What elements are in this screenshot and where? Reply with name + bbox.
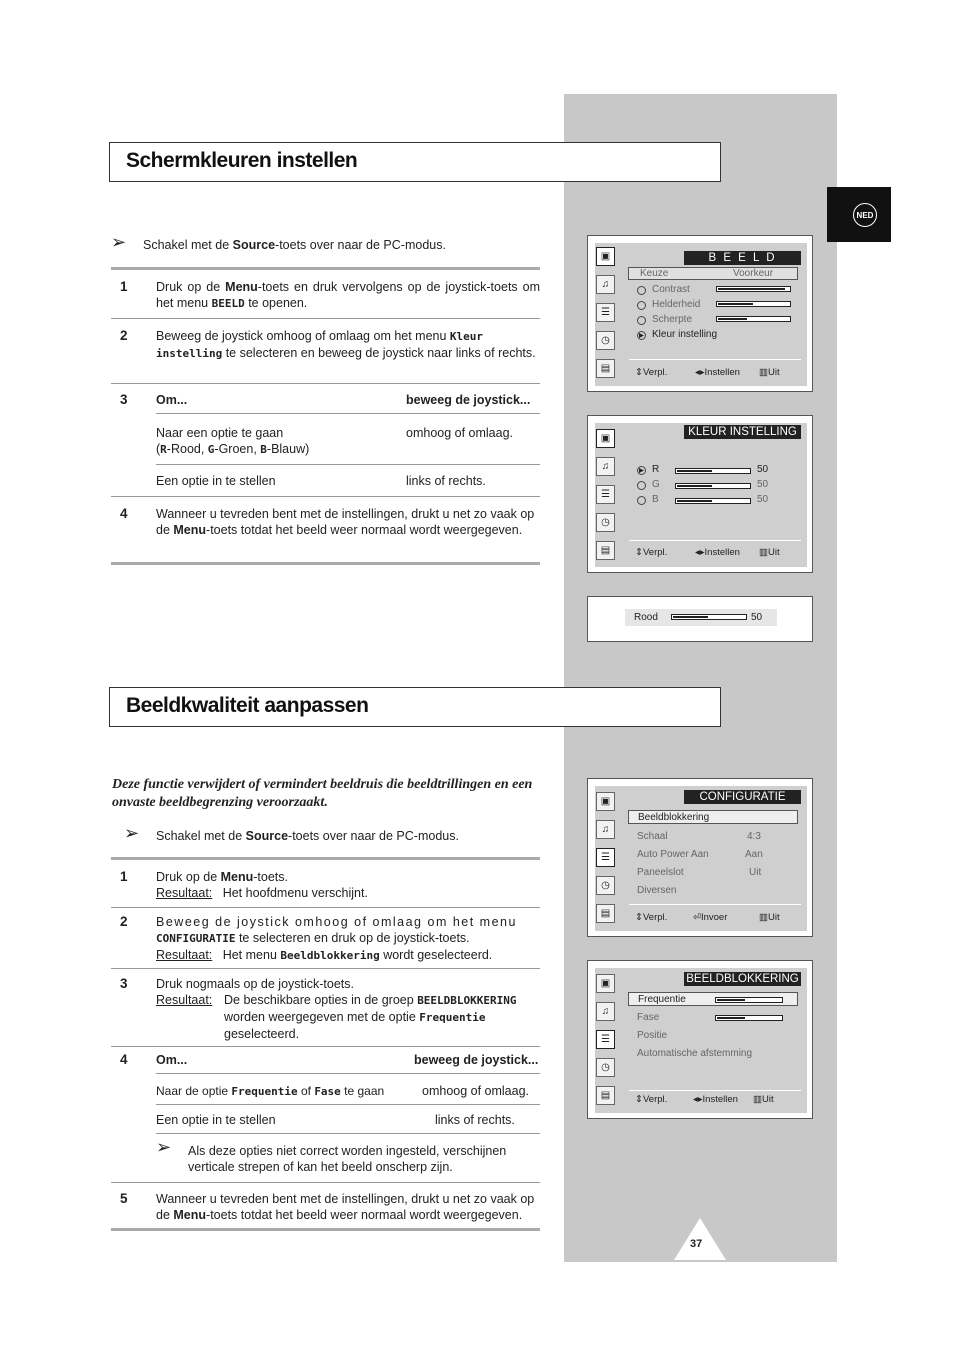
divider bbox=[156, 464, 540, 465]
level-fill bbox=[677, 485, 712, 487]
tv-picture-icon: ▣ bbox=[596, 792, 615, 811]
divider bbox=[111, 857, 540, 860]
osd-item: Scherpte bbox=[652, 314, 693, 325]
level-fill bbox=[717, 1017, 745, 1019]
up-down-icon: ⇕ bbox=[635, 912, 643, 923]
osd-title: BEELDBLOKKERING bbox=[684, 972, 801, 986]
setup-hand-icon: ☰ bbox=[596, 1030, 615, 1049]
divider bbox=[111, 1228, 540, 1231]
level-bar bbox=[716, 301, 791, 307]
note-text: Schakel met de Source-toets over naar de PC-modus. bbox=[156, 829, 459, 843]
left-right-icon: ◂▸ bbox=[695, 367, 705, 378]
arrow-note-icon: ➢ bbox=[111, 232, 127, 252]
section-title-box bbox=[109, 142, 721, 182]
sound-icon: ♫ bbox=[596, 1002, 615, 1021]
osd-beeld-screen bbox=[587, 235, 813, 392]
osd-footer bbox=[635, 912, 801, 923]
menu-icon: ▥ bbox=[759, 547, 768, 558]
osd-selected-row bbox=[628, 810, 798, 824]
step-number: 4 bbox=[120, 1052, 128, 1067]
footer-label: Uit bbox=[767, 367, 780, 378]
divider bbox=[111, 562, 540, 565]
radio-selected-icon bbox=[637, 466, 646, 475]
osd-value: 50 bbox=[757, 494, 769, 505]
footer-label: Verpl. bbox=[642, 547, 668, 558]
divider bbox=[111, 496, 540, 497]
menu-icon: ▥ bbox=[759, 367, 768, 378]
enter-icon: ⏎ bbox=[693, 912, 701, 923]
level-fill bbox=[717, 999, 745, 1001]
osd-selected-row bbox=[628, 992, 798, 1006]
osd-item: Beeldblokkering bbox=[638, 812, 710, 823]
level-bar bbox=[675, 498, 751, 504]
footer-label: Uit bbox=[767, 912, 780, 923]
divider bbox=[111, 1182, 540, 1183]
osd-title: KLEUR INSTELLING bbox=[684, 425, 801, 439]
setup-hand-icon: ☰ bbox=[596, 848, 615, 867]
table-header-right: beweeg de joystick... bbox=[414, 1053, 539, 1067]
table-cell: Naar een optie te gaan (R-Rood, G-Groen, B-Blauw) bbox=[156, 426, 310, 456]
footer-label: Verpl. bbox=[642, 1094, 668, 1105]
table-header-right: beweeg de joystick... bbox=[406, 393, 531, 407]
language-badge: NED bbox=[853, 203, 877, 227]
osd-item: R bbox=[652, 464, 660, 475]
table-cell: Naar de optie Frequentie of Fase te gaan bbox=[156, 1084, 385, 1098]
channel-icon: ☰ bbox=[596, 485, 615, 504]
osd-footer bbox=[635, 367, 801, 378]
clock-icon: ◷ bbox=[596, 331, 615, 350]
level-fill bbox=[677, 500, 712, 502]
table-cell: Een optie in te stellen bbox=[156, 1113, 276, 1127]
osd-icon-column bbox=[595, 786, 617, 931]
radio-icon bbox=[637, 286, 646, 295]
osd-item: Kleur instelling bbox=[652, 329, 718, 340]
divider bbox=[111, 968, 540, 969]
osd-rood-screen bbox=[587, 596, 813, 642]
menu-icon: ▥ bbox=[753, 1094, 762, 1105]
osd-header-bar bbox=[628, 267, 798, 280]
osd-item: Helderheid bbox=[652, 299, 701, 310]
radio-icon bbox=[637, 301, 646, 310]
table-cell: omhoog of omlaag. bbox=[422, 1084, 530, 1098]
sound-icon: ♫ bbox=[596, 820, 615, 839]
result-label: Resultaat: bbox=[156, 993, 213, 1007]
result-text: Het hoofdmenu verschijnt. bbox=[222, 886, 368, 900]
footer-label: Instellen bbox=[702, 1094, 738, 1105]
osd-value: Aan bbox=[745, 849, 763, 860]
osd-footer bbox=[635, 1094, 801, 1105]
osd-title: CONFIGURATIE bbox=[684, 790, 801, 804]
osd-header-left: Keuze bbox=[640, 268, 669, 279]
divider bbox=[111, 907, 540, 908]
up-down-icon: ⇕ bbox=[635, 547, 643, 558]
level-bar bbox=[715, 997, 783, 1003]
step-text: Druk op de Menu-toets. Resultaat: Het hoofdmenu verschijnt. bbox=[156, 870, 368, 900]
left-right-icon: ◂▸ bbox=[693, 1094, 703, 1105]
section-title-box bbox=[109, 687, 721, 727]
osd-item: Paneelslot bbox=[637, 867, 684, 878]
divider bbox=[156, 1073, 540, 1074]
section-title: Schermkleuren instellen bbox=[126, 149, 358, 172]
section-title: Beeldkwaliteit aanpassen bbox=[126, 694, 369, 717]
sound-icon: ♫ bbox=[596, 275, 615, 294]
table-cell: omhoog of omlaag. bbox=[406, 426, 514, 440]
divider bbox=[156, 1104, 540, 1105]
left-right-icon: ◂▸ bbox=[695, 547, 705, 558]
osd-icon-column bbox=[595, 243, 617, 386]
level-fill bbox=[718, 288, 785, 290]
footer-group bbox=[759, 912, 780, 923]
table-cell: links of rechts. bbox=[406, 474, 486, 488]
clock-icon: ◷ bbox=[596, 1058, 615, 1077]
osd-footer bbox=[635, 547, 801, 558]
footer-label: Uit bbox=[767, 547, 780, 558]
osd-item: G bbox=[652, 479, 660, 490]
radio-icon bbox=[637, 496, 646, 505]
channel-icon: ☰ bbox=[596, 303, 615, 322]
footer-group bbox=[693, 1094, 738, 1105]
menu-icon: ▥ bbox=[759, 912, 768, 923]
arrow-note-icon: ➢ bbox=[156, 1137, 172, 1157]
step-number: 1 bbox=[120, 869, 128, 884]
osd-item: Positie bbox=[637, 1030, 668, 1041]
table-header-left: Om... bbox=[156, 393, 188, 407]
up-down-icon: ⇕ bbox=[635, 1094, 643, 1105]
level-bar bbox=[675, 468, 751, 474]
step-number: 2 bbox=[120, 914, 128, 929]
level-fill bbox=[673, 616, 708, 618]
step-number: 2 bbox=[120, 328, 128, 343]
setup-icon: ▤ bbox=[596, 904, 615, 923]
osd-divider bbox=[629, 359, 801, 360]
osd-icon-column bbox=[595, 423, 617, 567]
tv-picture-icon: ▣ bbox=[596, 429, 615, 448]
step-number: 4 bbox=[120, 506, 128, 521]
osd-value: 50 bbox=[757, 479, 769, 490]
step-text: Druk nogmaals op de joystick-toets. bbox=[156, 977, 355, 991]
footer-label: Instellen bbox=[704, 367, 740, 378]
note-text: Schakel met de Source-toets over naar de PC-modus. bbox=[143, 238, 446, 252]
level-bar bbox=[715, 1015, 783, 1021]
footer-group bbox=[695, 367, 740, 378]
step-text: Beweeg de joystick omhoog of omlaag om het menu Kleur instelling te selecteren en beweeg de joystick naar links of rechts. bbox=[156, 329, 536, 360]
page-number: 37 bbox=[690, 1238, 703, 1250]
table-cell: Een optie in te stellen bbox=[156, 474, 276, 488]
divider bbox=[156, 413, 540, 414]
level-fill bbox=[718, 303, 753, 305]
level-fill bbox=[718, 318, 747, 320]
arrow-note-icon: ➢ bbox=[124, 823, 140, 843]
step-number: 5 bbox=[120, 1191, 128, 1206]
divider bbox=[156, 1133, 540, 1134]
result-text: De beschikbare opties in de groep BEELDBLOKKERING worden weergegeven met de optie Frequentie geselecteerd. bbox=[224, 993, 517, 1041]
osd-item: Schaal bbox=[637, 831, 668, 842]
setup-icon: ▤ bbox=[596, 541, 615, 560]
osd-value: 50 bbox=[757, 464, 769, 475]
intro-text: Deze functie verwijdert of vermindert beeldruis die beeldtrillingen en een onvaste beeldbegrenzing veroorzaakt. bbox=[112, 777, 533, 810]
level-bar bbox=[716, 286, 791, 292]
level-bar bbox=[671, 614, 747, 620]
osd-header-right: Voorkeur bbox=[733, 268, 774, 279]
note-text: Als deze opties niet correct worden ingesteld, verschijnen verticale strepen of kan het beeld onscherp zijn. bbox=[188, 1144, 507, 1174]
footer-label: Instellen bbox=[704, 547, 740, 558]
result-label: Resultaat: bbox=[156, 886, 213, 900]
setup-icon: ▤ bbox=[596, 1086, 615, 1105]
step-number: 3 bbox=[120, 392, 128, 407]
osd-icon-column bbox=[595, 968, 617, 1113]
radio-icon bbox=[637, 316, 646, 325]
osd-blokkering-screen bbox=[587, 960, 813, 1119]
osd-title: B E E L D bbox=[684, 251, 801, 265]
tv-picture-icon: ▣ bbox=[596, 247, 615, 266]
footer-group bbox=[753, 1094, 774, 1105]
radio-icon bbox=[637, 481, 646, 490]
step-text: Wanneer u tevreden bent met de instellingen, drukt u net zo vaak op de Menu-toets totdat het beeld weer normaal wordt weergegeven. bbox=[156, 1192, 535, 1222]
clock-icon: ◷ bbox=[596, 513, 615, 532]
divider bbox=[111, 383, 540, 384]
footer-group bbox=[759, 547, 780, 558]
osd-divider bbox=[629, 1090, 801, 1091]
radio-selected-icon bbox=[637, 331, 646, 340]
divider bbox=[111, 267, 540, 270]
osd-item: Diversen bbox=[637, 885, 677, 896]
tv-picture-icon: ▣ bbox=[596, 974, 615, 993]
step-text: Druk op de Menu-toets en druk vervolgens op de joystick-toets om het menu BEELD te openen. bbox=[156, 280, 541, 310]
footer-label: Verpl. bbox=[642, 367, 668, 378]
divider bbox=[111, 1046, 540, 1047]
osd-rood-bar bbox=[625, 609, 777, 626]
osd-divider bbox=[629, 540, 801, 541]
osd-item: Automatische afstemming bbox=[637, 1048, 753, 1059]
osd-divider bbox=[629, 904, 801, 905]
osd-kleur-screen bbox=[587, 415, 813, 573]
osd-item: B bbox=[652, 494, 659, 505]
sound-icon: ♫ bbox=[596, 457, 615, 476]
table-cell: links of rechts. bbox=[435, 1113, 515, 1127]
footer-group bbox=[759, 367, 780, 378]
osd-item: Contrast bbox=[652, 284, 690, 295]
clock-icon: ◷ bbox=[596, 876, 615, 895]
footer-label: Invoer bbox=[700, 912, 728, 923]
level-bar bbox=[716, 316, 791, 322]
step-text: Beweeg de joystick omhoog of omlaag om het menu CONFIGURATIE te selecteren en druk op de joystick-toets. Resultaat: Het menu Beeldblokkering wordt geselecteerd. bbox=[156, 915, 517, 962]
up-down-icon: ⇕ bbox=[635, 367, 643, 378]
footer-label: Verpl. bbox=[642, 912, 668, 923]
divider bbox=[111, 318, 540, 319]
footer-group bbox=[695, 547, 740, 558]
footer-label: Uit bbox=[761, 1094, 774, 1105]
osd-item: Auto Power Aan bbox=[637, 849, 709, 860]
setup-icon: ▤ bbox=[596, 359, 615, 378]
level-bar bbox=[675, 483, 751, 489]
osd-item: Fase bbox=[637, 1012, 660, 1023]
osd-value: 50 bbox=[751, 612, 763, 623]
step-number: 3 bbox=[120, 976, 128, 991]
table-header-left: Om... bbox=[156, 1053, 188, 1067]
osd-value: 4:3 bbox=[747, 831, 761, 842]
footer-group bbox=[693, 912, 727, 923]
osd-item: Frequentie bbox=[638, 994, 686, 1005]
osd-item: Rood bbox=[634, 612, 658, 623]
step-number: 1 bbox=[120, 279, 128, 294]
step-text: Wanneer u tevreden bent met de instellingen, drukt u net zo vaak op de Menu-toets totdat het beeld weer normaal wordt weergegeven. bbox=[156, 507, 535, 537]
osd-value: Uit bbox=[749, 867, 762, 878]
osd-config-screen bbox=[587, 778, 813, 937]
level-fill bbox=[677, 470, 712, 472]
